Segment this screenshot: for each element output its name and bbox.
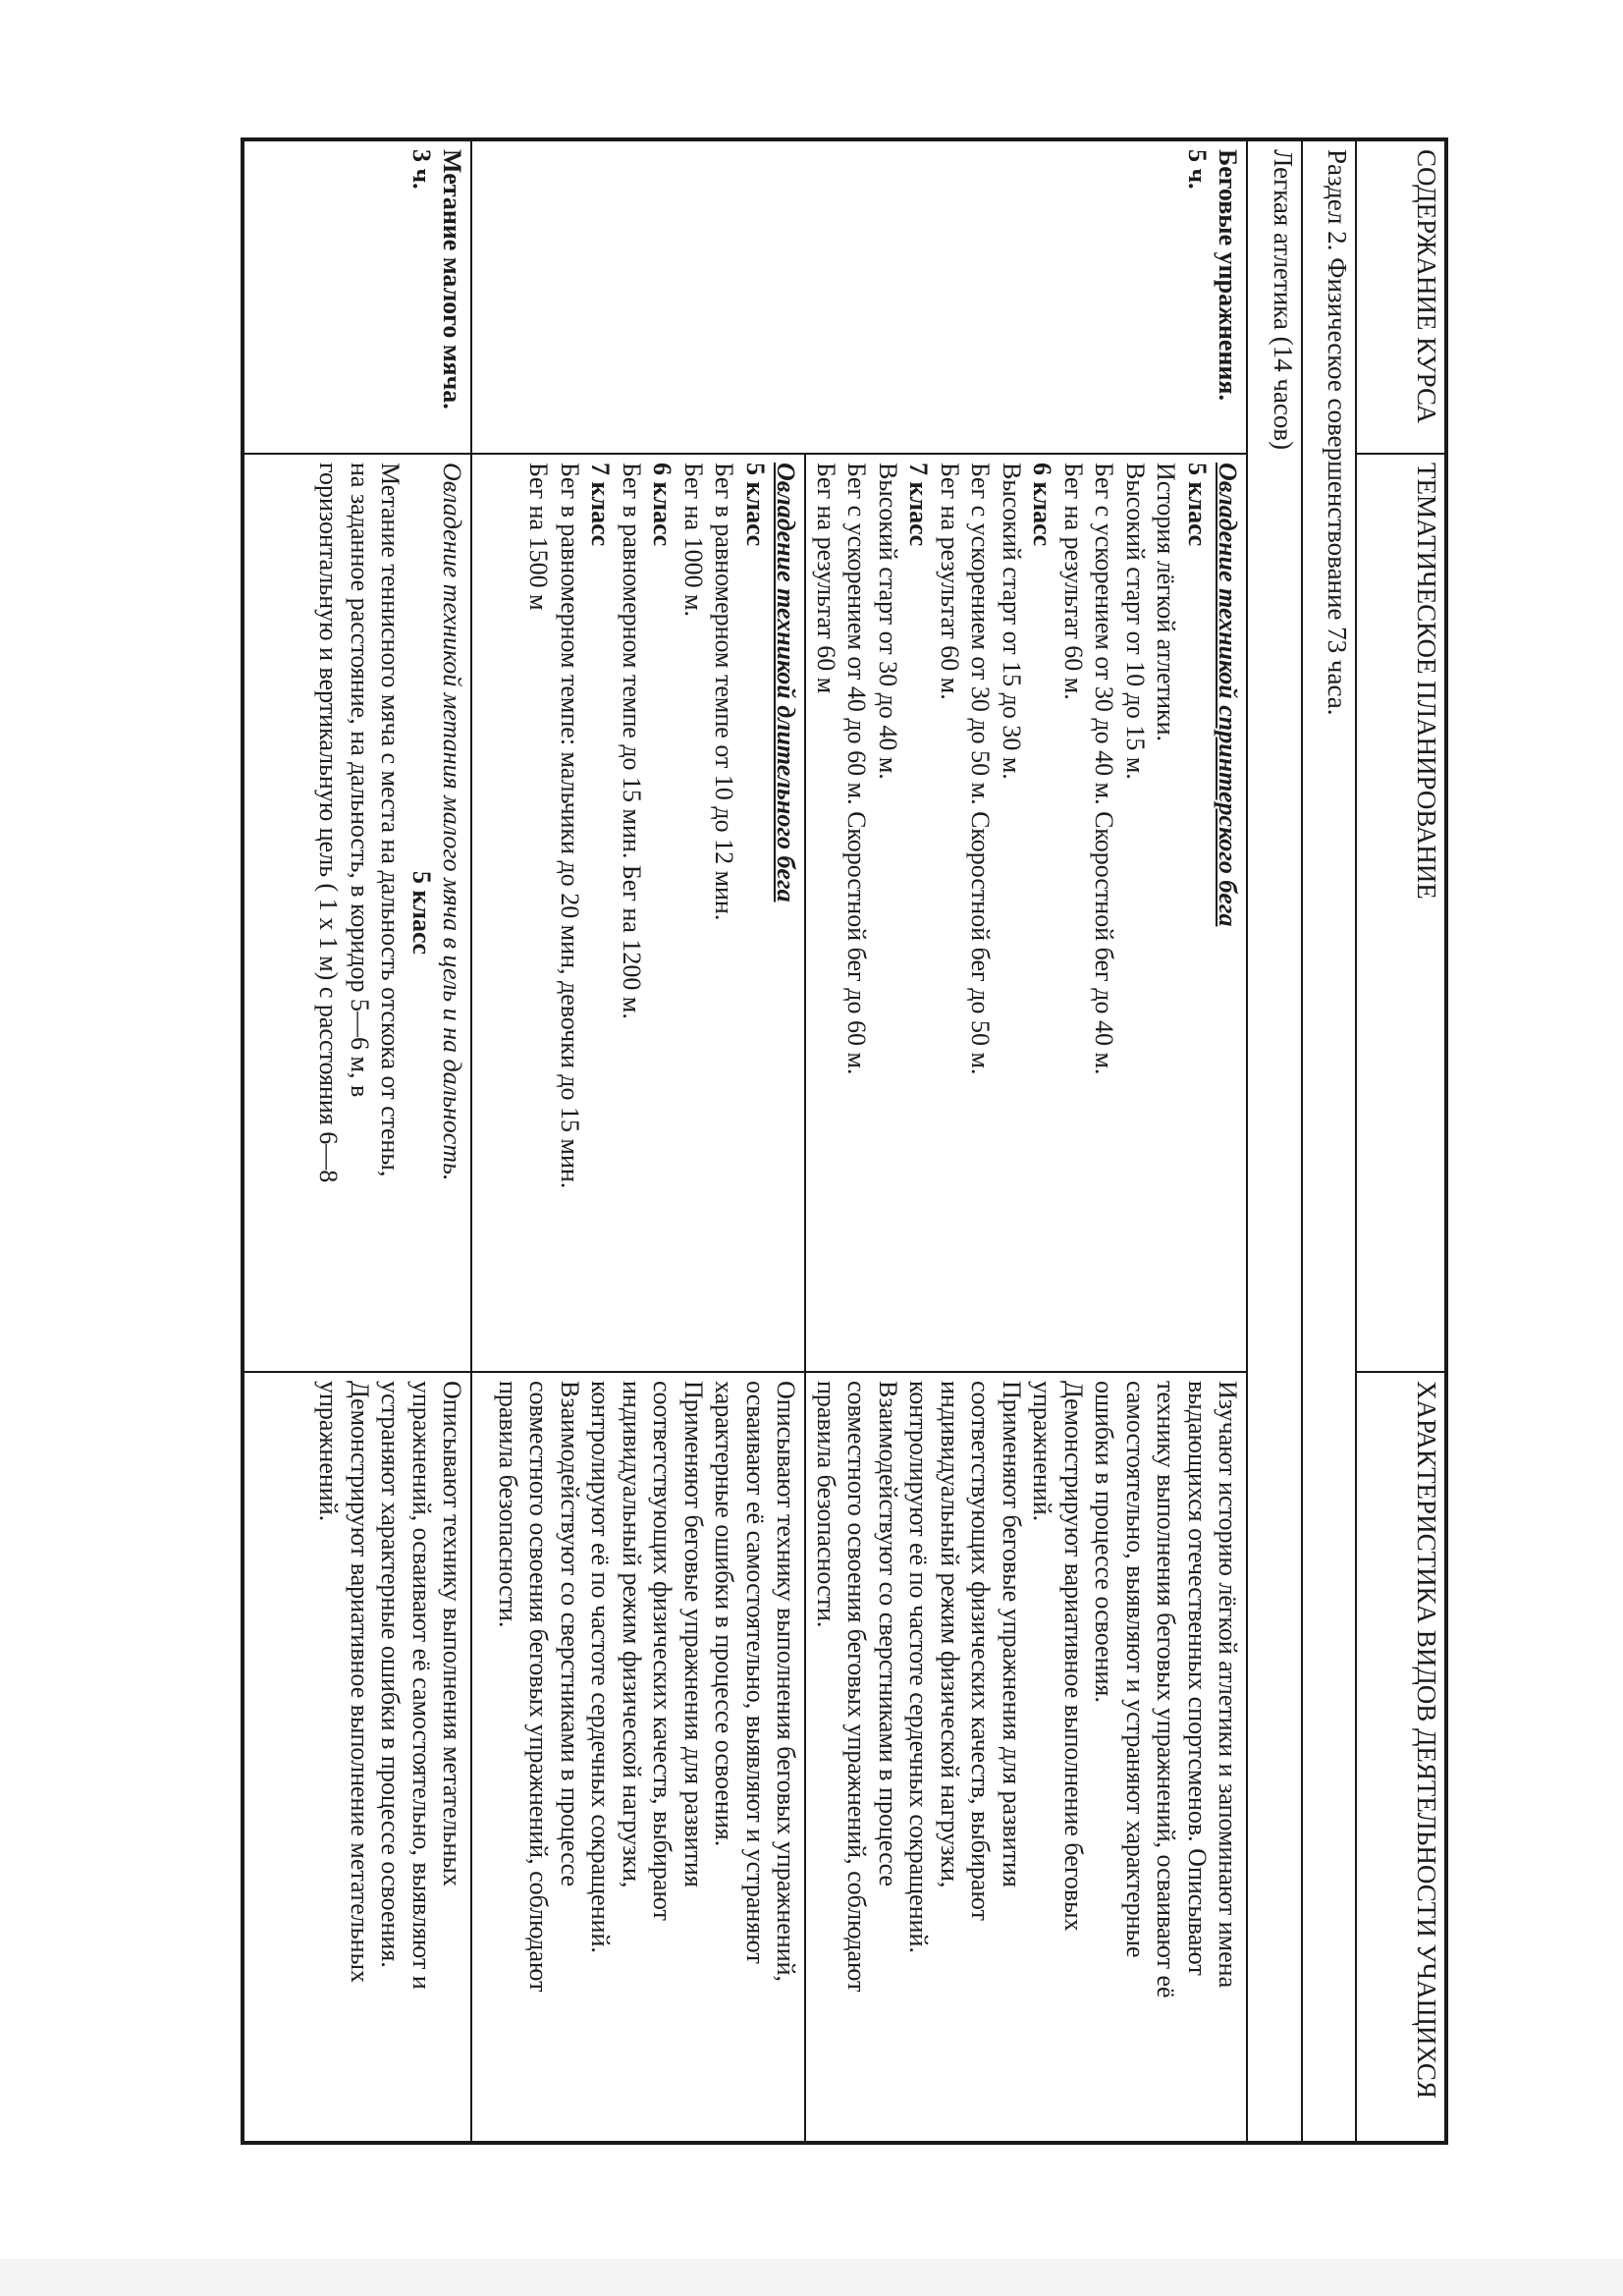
planning-line: Бег с ускорением от 40 до 60 м. Скоростной бег до 60 м. [842, 463, 872, 1075]
activity-lines [313, 1381, 468, 2133]
planning-line: История лёгкой атлетики. [1152, 463, 1181, 742]
planning-line: Бег с ускорением от 30 до 40 м. Скоростной бег до 40 м. [1090, 463, 1119, 1075]
table-row [243, 139, 471, 2143]
activity-line: совместного освоения беговых упражнений, соблюдают [842, 1381, 872, 1993]
planning-lines [810, 463, 1213, 1363]
planning-line: Бег на результат 60 м. [1058, 463, 1088, 700]
activity-line: правила безопасности. [493, 1381, 522, 1628]
activity-line: контролируют её по частоте сердечных сокращений. [586, 1381, 616, 1953]
planning-cell [243, 454, 471, 1372]
block-heading: Овладение техникой длительного бега [772, 463, 801, 902]
activity-line: соответствующих физических качеств, выбирают [648, 1381, 677, 1921]
grade-label: 6 класс [648, 463, 677, 547]
block-heading: Овладение техникой спринтерского бега [1214, 463, 1243, 927]
thematic-planning-table [241, 137, 1448, 2145]
grade-label: 5 класс [740, 463, 770, 547]
activity-line: Описывают технику выполнения метательных [438, 1381, 467, 1886]
topic-hours: 3 ч. [406, 149, 436, 190]
activity-line: ошибки в процессе освоения. [1090, 1381, 1119, 1703]
activity-line: индивидуальный режим физической нагрузки, [935, 1381, 964, 1888]
activity-line: упражнений. [314, 1381, 344, 1522]
activity-line: правила безопасности. [811, 1381, 840, 1628]
planning-line: Высокий старт от 30 до 40 м. [873, 463, 902, 780]
activity-lines [492, 1381, 801, 2133]
topic-hours: 5 ч. [1182, 149, 1212, 190]
planning-line: Бег на 1500 м [524, 463, 554, 611]
activity-line: Демонстрируют вариативное выполнение беговых [1058, 1381, 1088, 1932]
activity-line: выдающихся отечественных спортсменов. Описывают [1182, 1381, 1212, 1976]
planning-cell [471, 454, 805, 1372]
activity-line: Описывают технику выполнения беговых упражнений, [772, 1381, 801, 1983]
block-heading: Овладение техникой метания малого мяча в цель и на дальность. [438, 463, 467, 1181]
activity-cell [243, 1372, 471, 2143]
activity-line: Изучают историю лёгкой атлетики и запоминают имена [1214, 1381, 1243, 1989]
grade-label: 7 класс [904, 463, 934, 547]
planning-line: Бег с ускорением от 30 до 50 м. Скоростной бег до 50 м. [966, 463, 996, 1075]
planning-line: Бег в равномерном темпе от 10 до 12 мин. [710, 463, 739, 921]
activity-line: индивидуальный режим физической нагрузки, [617, 1381, 646, 1888]
planning-line: Бег в равномерном темпе: мальчики до 20 мин, девочки до 15 мин. [555, 463, 584, 1189]
activity-line: совместного освоения беговых упражнений, соблюдают [524, 1381, 554, 1993]
section-title: Раздел 2. Физическое совершенствование 73 часа. [1302, 139, 1356, 2143]
header-activity-characteristics: ХАРАКТЕРИСТИКА ВИДОВ ДЕЯТЕЛЬНОСТИ УЧАЩИХСЯ [1356, 1372, 1446, 2143]
planning-line: Бег на результат 60 м [811, 463, 840, 694]
rotated-table-sheet [241, 137, 1448, 2141]
activity-cell [805, 1372, 1247, 2143]
activity-line: технику выполнения беговых упражнений, осваивают её [1152, 1381, 1181, 1998]
activity-line: упражнений. [1028, 1381, 1057, 1522]
activity-line: Взаимодействуют со сверстниками в процессе [873, 1381, 902, 1887]
planning-line: Метание теннисного мяча с места на дальность отскока от стены, [376, 463, 406, 1177]
activity-line: Демонстрируют вариативное выполнение метательных [345, 1381, 374, 1984]
activity-line: контролируют её по частоте сердечных сокращений. [904, 1381, 934, 1953]
header-row [1356, 139, 1446, 2143]
activity-line: упражнений, осваивают её самостоятельно, выявляют и [406, 1381, 436, 1990]
topic-cell [471, 139, 1247, 454]
topic-cell [243, 139, 471, 454]
planning-line: Бег в равномерном темпе до 15 мин. Бег на 1200 м. [617, 463, 646, 1019]
header-thematic-planning: ТЕМАТИЧЕСКОЕ ПЛАНИРОВАНИЕ [1356, 454, 1446, 1372]
topic-title: Метание малого мяча. [438, 149, 467, 410]
planning-lines [523, 463, 771, 1363]
activity-line: Применяют беговые упражнения для развития [997, 1381, 1026, 1887]
activity-line: характерные ошибки в процессе освоения. [710, 1381, 739, 1847]
planning-line: Бег на результат 60 м. [935, 463, 964, 700]
planning-line: Высокий старт от 15 до 30 м. [997, 463, 1026, 780]
planning-line: Бег на 1000 м. [678, 463, 708, 618]
scan-bottom-edge [0, 2259, 1623, 2296]
section-row [1302, 139, 1356, 2143]
grade-label: 6 класс [1028, 463, 1057, 547]
grade-label: 7 класс [586, 463, 616, 547]
planning-line: на заданное расстояние, на дальность, в коридор 5—6 м, в [345, 463, 374, 1098]
activity-line: самостоятельно, выявляют и устраняют характерные [1120, 1381, 1150, 1958]
subsection-row [1247, 139, 1301, 2143]
activity-line: осваивают её самостоятельно, выявляют и устраняют [740, 1381, 770, 1964]
activity-line: соответствующих физических качеств, выбирают [966, 1381, 996, 1921]
activity-line: Взаимодействуют со сверстниками в процессе [555, 1381, 584, 1887]
subsection-title: Легкая атлетика (14 часов) [1247, 139, 1301, 2143]
header-course-content: СОДЕРЖАНИЕ КУРСА [1356, 139, 1446, 454]
activity-cell [471, 1372, 805, 2143]
activity-line: устраняют характерные ошибки в процессе освоения. [376, 1381, 406, 1968]
activity-line: Применяют беговые упражнения для развития [678, 1381, 708, 1887]
planning-lines [313, 463, 437, 1363]
grade-label: 5 класс [406, 870, 436, 956]
table-row [805, 139, 1247, 2143]
grade-label: 5 класс [1182, 463, 1212, 547]
topic-title: Беговые упражнения. [1214, 149, 1243, 401]
planning-cell [805, 454, 1247, 1372]
planning-line: Высокий старт от 10 до 15 м. [1120, 463, 1150, 780]
planning-line: горизонтальную и вертикальную цель ( 1 х 1 м) с расстояния 6—8 [314, 463, 344, 1183]
activity-lines [810, 1381, 1243, 2133]
